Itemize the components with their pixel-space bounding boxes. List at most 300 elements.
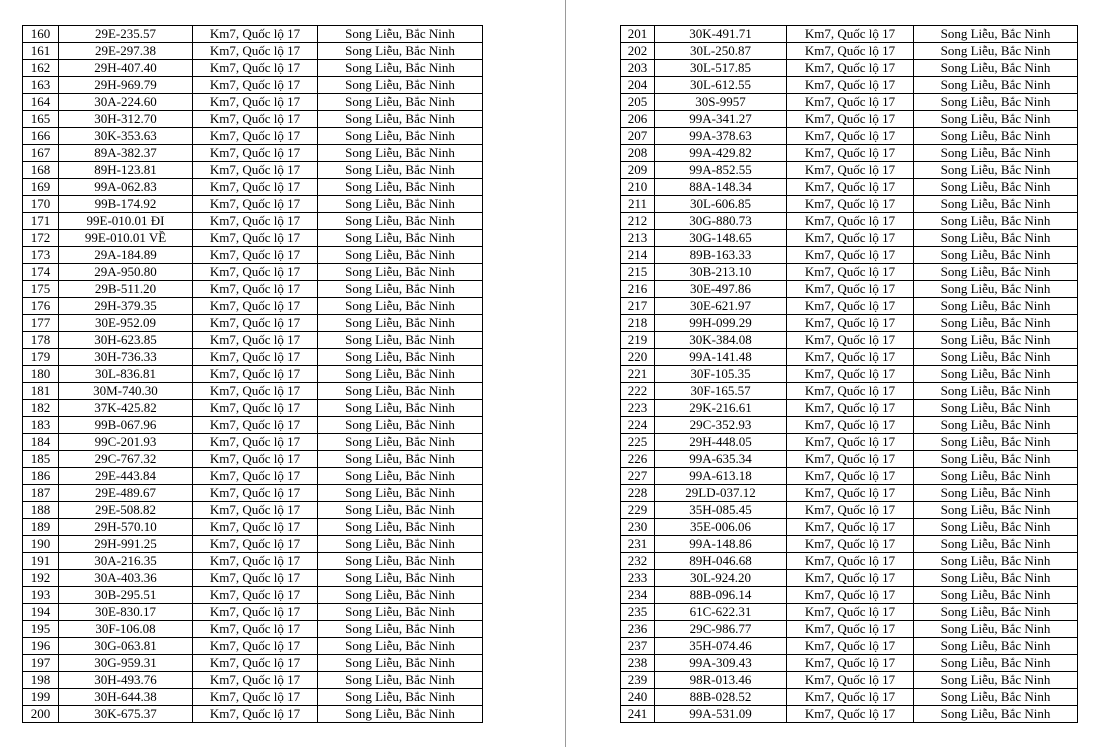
row-number-cell: 163 (23, 77, 59, 94)
right-page-table (620, 25, 1078, 723)
row-number-cell: 220 (621, 349, 655, 366)
row-number-cell: 181 (23, 383, 59, 400)
area-cell: Song Liễu, Bắc Ninh (318, 451, 483, 468)
table-row (621, 179, 1078, 196)
row-number-cell: 215 (621, 264, 655, 281)
row-number-cell: 223 (621, 400, 655, 417)
table-row (621, 655, 1078, 672)
license-plate-cell: 29E-297.38 (59, 43, 193, 60)
table-row (621, 383, 1078, 400)
location-cell: Km7, Quốc lộ 17 (787, 179, 914, 196)
area-cell: Song Liễu, Bắc Ninh (914, 383, 1078, 400)
area-cell: Song Liễu, Bắc Ninh (914, 570, 1078, 587)
license-plate-cell: 29LD-037.12 (655, 485, 787, 502)
area-cell: Song Liễu, Bắc Ninh (318, 485, 483, 502)
license-plate-cell: 99A-635.34 (655, 451, 787, 468)
area-cell: Song Liễu, Bắc Ninh (914, 638, 1078, 655)
location-cell: Km7, Quốc lộ 17 (193, 196, 318, 213)
license-plate-cell: 30A-216.35 (59, 553, 193, 570)
table-row (621, 145, 1078, 162)
table-row (621, 230, 1078, 247)
license-plate-cell: 98R-013.46 (655, 672, 787, 689)
row-number-cell: 203 (621, 60, 655, 77)
row-number-cell: 212 (621, 213, 655, 230)
row-number-cell: 221 (621, 366, 655, 383)
license-plate-cell: 30H-644.38 (59, 689, 193, 706)
location-cell: Km7, Quốc lộ 17 (787, 298, 914, 315)
left-table-body (23, 26, 483, 723)
location-cell: Km7, Quốc lộ 17 (193, 689, 318, 706)
table-row (23, 672, 483, 689)
area-cell: Song Liễu, Bắc Ninh (318, 43, 483, 60)
license-plate-cell: 30H-736.33 (59, 349, 193, 366)
license-plate-cell: 99A-429.82 (655, 145, 787, 162)
area-cell: Song Liễu, Bắc Ninh (318, 77, 483, 94)
row-number-cell: 222 (621, 383, 655, 400)
location-cell: Km7, Quốc lộ 17 (193, 468, 318, 485)
area-cell: Song Liễu, Bắc Ninh (318, 60, 483, 77)
location-cell: Km7, Quốc lộ 17 (193, 332, 318, 349)
location-cell: Km7, Quốc lộ 17 (193, 655, 318, 672)
row-number-cell: 229 (621, 502, 655, 519)
area-cell: Song Liễu, Bắc Ninh (318, 604, 483, 621)
table-row (23, 332, 483, 349)
license-plate-cell: 88A-148.34 (655, 179, 787, 196)
location-cell: Km7, Quốc lộ 17 (787, 213, 914, 230)
license-plate-cell: 30B-295.51 (59, 587, 193, 604)
table-row (23, 468, 483, 485)
area-cell: Song Liễu, Bắc Ninh (318, 689, 483, 706)
license-plate-cell: 30G-959.31 (59, 655, 193, 672)
location-cell: Km7, Quốc lộ 17 (193, 536, 318, 553)
row-number-cell: 194 (23, 604, 59, 621)
area-cell: Song Liễu, Bắc Ninh (914, 400, 1078, 417)
license-plate-cell: 30G-880.73 (655, 213, 787, 230)
location-cell: Km7, Quốc lộ 17 (787, 94, 914, 111)
table-row (23, 111, 483, 128)
table-row (621, 196, 1078, 213)
area-cell: Song Liễu, Bắc Ninh (318, 502, 483, 519)
row-number-cell: 166 (23, 128, 59, 145)
row-number-cell: 169 (23, 179, 59, 196)
location-cell: Km7, Quốc lộ 17 (787, 434, 914, 451)
area-cell: Song Liễu, Bắc Ninh (914, 706, 1078, 723)
location-cell: Km7, Quốc lộ 17 (193, 213, 318, 230)
row-number-cell: 171 (23, 213, 59, 230)
license-plate-cell: 99C-201.93 (59, 434, 193, 451)
table-row (621, 94, 1078, 111)
location-cell: Km7, Quốc lộ 17 (193, 451, 318, 468)
location-cell: Km7, Quốc lộ 17 (787, 570, 914, 587)
location-cell: Km7, Quốc lộ 17 (787, 264, 914, 281)
row-number-cell: 218 (621, 315, 655, 332)
license-plate-cell: 29E-489.67 (59, 485, 193, 502)
license-plate-cell: 99E-010.01 VỀ (59, 230, 193, 247)
location-cell: Km7, Quốc lộ 17 (787, 451, 914, 468)
area-cell: Song Liễu, Bắc Ninh (318, 349, 483, 366)
area-cell: Song Liễu, Bắc Ninh (914, 655, 1078, 672)
row-number-cell: 161 (23, 43, 59, 60)
license-plate-cell: 30L-612.55 (655, 77, 787, 94)
location-cell: Km7, Quốc lộ 17 (787, 519, 914, 536)
table-row (23, 43, 483, 60)
area-cell: Song Liễu, Bắc Ninh (318, 145, 483, 162)
location-cell: Km7, Quốc lộ 17 (193, 111, 318, 128)
area-cell: Song Liễu, Bắc Ninh (318, 281, 483, 298)
table-row (621, 451, 1078, 468)
table-row (23, 366, 483, 383)
license-plate-cell: 99A-613.18 (655, 468, 787, 485)
area-cell: Song Liễu, Bắc Ninh (914, 230, 1078, 247)
location-cell: Km7, Quốc lộ 17 (787, 502, 914, 519)
row-number-cell: 190 (23, 536, 59, 553)
table-row (621, 587, 1078, 604)
location-cell: Km7, Quốc lộ 17 (787, 655, 914, 672)
table-row (23, 77, 483, 94)
location-cell: Km7, Quốc lộ 17 (787, 349, 914, 366)
table-row (621, 111, 1078, 128)
area-cell: Song Liễu, Bắc Ninh (318, 638, 483, 655)
area-cell: Song Liễu, Bắc Ninh (914, 332, 1078, 349)
location-cell: Km7, Quốc lộ 17 (193, 502, 318, 519)
location-cell: Km7, Quốc lộ 17 (787, 247, 914, 264)
right-table-body (621, 26, 1078, 723)
license-plate-cell: 29H-407.40 (59, 60, 193, 77)
license-plate-cell: 30K-353.63 (59, 128, 193, 145)
row-number-cell: 211 (621, 196, 655, 213)
table-row (621, 638, 1078, 655)
license-plate-cell: 29K-216.61 (655, 400, 787, 417)
row-number-cell: 183 (23, 417, 59, 434)
table-row (23, 179, 483, 196)
license-plate-cell: 30K-384.08 (655, 332, 787, 349)
location-cell: Km7, Quốc lộ 17 (193, 434, 318, 451)
location-cell: Km7, Quốc lộ 17 (193, 400, 318, 417)
area-cell: Song Liễu, Bắc Ninh (318, 264, 483, 281)
location-cell: Km7, Quốc lộ 17 (787, 553, 914, 570)
location-cell: Km7, Quốc lộ 17 (193, 638, 318, 655)
location-cell: Km7, Quốc lộ 17 (193, 128, 318, 145)
table-row (23, 621, 483, 638)
license-plate-cell: 99A-852.55 (655, 162, 787, 179)
table-row (23, 587, 483, 604)
area-cell: Song Liễu, Bắc Ninh (318, 672, 483, 689)
area-cell: Song Liễu, Bắc Ninh (914, 672, 1078, 689)
table-row (23, 400, 483, 417)
row-number-cell: 236 (621, 621, 655, 638)
license-plate-cell: 30L-924.20 (655, 570, 787, 587)
location-cell: Km7, Quốc lộ 17 (787, 366, 914, 383)
license-plate-cell: 99A-341.27 (655, 111, 787, 128)
location-cell: Km7, Quốc lộ 17 (193, 145, 318, 162)
table-row (621, 298, 1078, 315)
table-row (23, 519, 483, 536)
location-cell: Km7, Quốc lộ 17 (193, 553, 318, 570)
table-row (23, 417, 483, 434)
license-plate-cell: 29A-950.80 (59, 264, 193, 281)
row-number-cell: 174 (23, 264, 59, 281)
table-row (621, 43, 1078, 60)
area-cell: Song Liễu, Bắc Ninh (318, 570, 483, 587)
row-number-cell: 202 (621, 43, 655, 60)
location-cell: Km7, Quốc lộ 17 (193, 485, 318, 502)
area-cell: Song Liễu, Bắc Ninh (318, 587, 483, 604)
table-row (23, 145, 483, 162)
location-cell: Km7, Quốc lộ 17 (787, 196, 914, 213)
location-cell: Km7, Quốc lộ 17 (193, 366, 318, 383)
row-number-cell: 204 (621, 77, 655, 94)
location-cell: Km7, Quốc lộ 17 (787, 485, 914, 502)
table-row (23, 315, 483, 332)
row-number-cell: 170 (23, 196, 59, 213)
table-row (23, 434, 483, 451)
license-plate-cell: 29C-352.93 (655, 417, 787, 434)
row-number-cell: 184 (23, 434, 59, 451)
row-number-cell: 197 (23, 655, 59, 672)
row-number-cell: 193 (23, 587, 59, 604)
table-row (23, 604, 483, 621)
license-plate-cell: 37K-425.82 (59, 400, 193, 417)
table-row (23, 213, 483, 230)
table-row (23, 655, 483, 672)
license-plate-cell: 30K-675.37 (59, 706, 193, 723)
license-plate-cell: 99A-531.09 (655, 706, 787, 723)
row-number-cell: 177 (23, 315, 59, 332)
table-row (621, 77, 1078, 94)
license-plate-cell: 35H-085.45 (655, 502, 787, 519)
area-cell: Song Liễu, Bắc Ninh (914, 349, 1078, 366)
location-cell: Km7, Quốc lộ 17 (787, 111, 914, 128)
area-cell: Song Liễu, Bắc Ninh (914, 689, 1078, 706)
location-cell: Km7, Quốc lộ 17 (787, 162, 914, 179)
license-plate-cell: 99A-062.83 (59, 179, 193, 196)
location-cell: Km7, Quốc lộ 17 (193, 417, 318, 434)
row-number-cell: 206 (621, 111, 655, 128)
location-cell: Km7, Quốc lộ 17 (193, 26, 318, 43)
row-number-cell: 237 (621, 638, 655, 655)
row-number-cell: 234 (621, 587, 655, 604)
area-cell: Song Liễu, Bắc Ninh (318, 128, 483, 145)
table-row (621, 264, 1078, 281)
area-cell: Song Liễu, Bắc Ninh (318, 94, 483, 111)
row-number-cell: 173 (23, 247, 59, 264)
row-number-cell: 225 (621, 434, 655, 451)
row-number-cell: 233 (621, 570, 655, 587)
location-cell: Km7, Quốc lộ 17 (787, 383, 914, 400)
table-row (621, 570, 1078, 587)
table-row (621, 519, 1078, 536)
location-cell: Km7, Quốc lộ 17 (193, 60, 318, 77)
row-number-cell: 162 (23, 60, 59, 77)
row-number-cell: 232 (621, 553, 655, 570)
area-cell: Song Liễu, Bắc Ninh (318, 111, 483, 128)
row-number-cell: 175 (23, 281, 59, 298)
license-plate-cell: 99A-378.63 (655, 128, 787, 145)
row-number-cell: 192 (23, 570, 59, 587)
page-divider (565, 0, 566, 747)
location-cell: Km7, Quốc lộ 17 (193, 315, 318, 332)
license-plate-cell: 99A-148.86 (655, 536, 787, 553)
location-cell: Km7, Quốc lộ 17 (193, 519, 318, 536)
license-plate-cell: 29B-511.20 (59, 281, 193, 298)
area-cell: Song Liễu, Bắc Ninh (914, 621, 1078, 638)
area-cell: Song Liễu, Bắc Ninh (914, 536, 1078, 553)
license-plate-cell: 99A-141.48 (655, 349, 787, 366)
table-row (621, 247, 1078, 264)
table-row (23, 553, 483, 570)
row-number-cell: 213 (621, 230, 655, 247)
location-cell: Km7, Quốc lộ 17 (193, 179, 318, 196)
license-plate-cell: 30G-063.81 (59, 638, 193, 655)
row-number-cell: 180 (23, 366, 59, 383)
table-row (621, 485, 1078, 502)
table-row (23, 230, 483, 247)
area-cell: Song Liễu, Bắc Ninh (318, 230, 483, 247)
area-cell: Song Liễu, Bắc Ninh (318, 298, 483, 315)
area-cell: Song Liễu, Bắc Ninh (914, 162, 1078, 179)
area-cell: Song Liễu, Bắc Ninh (318, 196, 483, 213)
table-row (23, 689, 483, 706)
row-number-cell: 207 (621, 128, 655, 145)
table-row (23, 60, 483, 77)
license-plate-cell: 30E-952.09 (59, 315, 193, 332)
table-row (23, 26, 483, 43)
location-cell: Km7, Quốc lộ 17 (787, 43, 914, 60)
license-plate-cell: 89H-046.68 (655, 553, 787, 570)
location-cell: Km7, Quốc lộ 17 (787, 60, 914, 77)
row-number-cell: 195 (23, 621, 59, 638)
location-cell: Km7, Quốc lộ 17 (787, 468, 914, 485)
row-number-cell: 187 (23, 485, 59, 502)
license-plate-cell: 89H-123.81 (59, 162, 193, 179)
table-row (621, 604, 1078, 621)
license-plate-cell: 29H-379.35 (59, 298, 193, 315)
location-cell: Km7, Quốc lộ 17 (787, 536, 914, 553)
row-number-cell: 201 (621, 26, 655, 43)
license-plate-cell: 29E-508.82 (59, 502, 193, 519)
table-row (621, 332, 1078, 349)
license-plate-cell: 35E-006.06 (655, 519, 787, 536)
area-cell: Song Liễu, Bắc Ninh (914, 281, 1078, 298)
license-plate-cell: 29H-969.79 (59, 77, 193, 94)
row-number-cell: 160 (23, 26, 59, 43)
area-cell: Song Liễu, Bắc Ninh (318, 366, 483, 383)
row-number-cell: 189 (23, 519, 59, 536)
area-cell: Song Liễu, Bắc Ninh (914, 60, 1078, 77)
row-number-cell: 172 (23, 230, 59, 247)
row-number-cell: 238 (621, 655, 655, 672)
location-cell: Km7, Quốc lộ 17 (193, 77, 318, 94)
license-plate-cell: 30L-606.85 (655, 196, 787, 213)
table-row (621, 213, 1078, 230)
license-plate-cell: 30L-250.87 (655, 43, 787, 60)
area-cell: Song Liễu, Bắc Ninh (914, 128, 1078, 145)
license-plate-cell: 30F-106.08 (59, 621, 193, 638)
row-number-cell: 179 (23, 349, 59, 366)
area-cell: Song Liễu, Bắc Ninh (914, 434, 1078, 451)
table-row (621, 417, 1078, 434)
table-row (621, 26, 1078, 43)
license-plate-cell: 99B-174.92 (59, 196, 193, 213)
table-row (621, 315, 1078, 332)
license-plate-cell: 29A-184.89 (59, 247, 193, 264)
license-plate-cell: 88B-096.14 (655, 587, 787, 604)
table-row (23, 264, 483, 281)
location-cell: Km7, Quốc lộ 17 (193, 247, 318, 264)
license-plate-cell: 99A-309.43 (655, 655, 787, 672)
location-cell: Km7, Quốc lộ 17 (193, 94, 318, 111)
license-plate-cell: 30H-493.76 (59, 672, 193, 689)
table-row (621, 162, 1078, 179)
row-number-cell: 185 (23, 451, 59, 468)
row-number-cell: 209 (621, 162, 655, 179)
row-number-cell: 199 (23, 689, 59, 706)
license-plate-cell: 30L-517.85 (655, 60, 787, 77)
area-cell: Song Liễu, Bắc Ninh (318, 621, 483, 638)
area-cell: Song Liễu, Bắc Ninh (318, 519, 483, 536)
area-cell: Song Liễu, Bắc Ninh (318, 247, 483, 264)
location-cell: Km7, Quốc lộ 17 (787, 672, 914, 689)
area-cell: Song Liễu, Bắc Ninh (318, 434, 483, 451)
location-cell: Km7, Quốc lộ 17 (787, 77, 914, 94)
area-cell: Song Liễu, Bắc Ninh (914, 451, 1078, 468)
location-cell: Km7, Quốc lộ 17 (787, 621, 914, 638)
table-row (621, 672, 1078, 689)
location-cell: Km7, Quốc lộ 17 (193, 587, 318, 604)
row-number-cell: 219 (621, 332, 655, 349)
area-cell: Song Liễu, Bắc Ninh (914, 502, 1078, 519)
area-cell: Song Liễu, Bắc Ninh (318, 383, 483, 400)
area-cell: Song Liễu, Bắc Ninh (914, 298, 1078, 315)
location-cell: Km7, Quốc lộ 17 (193, 43, 318, 60)
area-cell: Song Liễu, Bắc Ninh (914, 77, 1078, 94)
location-cell: Km7, Quốc lộ 17 (787, 26, 914, 43)
license-plate-cell: 30A-224.60 (59, 94, 193, 111)
location-cell: Km7, Quốc lộ 17 (787, 315, 914, 332)
left-page-table (22, 25, 483, 723)
row-number-cell: 227 (621, 468, 655, 485)
table-row (23, 128, 483, 145)
row-number-cell: 241 (621, 706, 655, 723)
location-cell: Km7, Quốc lộ 17 (193, 621, 318, 638)
area-cell: Song Liễu, Bắc Ninh (318, 162, 483, 179)
row-number-cell: 176 (23, 298, 59, 315)
row-number-cell: 164 (23, 94, 59, 111)
table-row (23, 247, 483, 264)
area-cell: Song Liễu, Bắc Ninh (318, 400, 483, 417)
table-row (621, 128, 1078, 145)
row-number-cell: 216 (621, 281, 655, 298)
license-plate-cell: 99H-099.29 (655, 315, 787, 332)
row-number-cell: 228 (621, 485, 655, 502)
location-cell: Km7, Quốc lộ 17 (193, 672, 318, 689)
row-number-cell: 208 (621, 145, 655, 162)
table-row (23, 349, 483, 366)
license-plate-cell: 30S-9957 (655, 94, 787, 111)
license-plate-cell: 29C-986.77 (655, 621, 787, 638)
location-cell: Km7, Quốc lộ 17 (787, 706, 914, 723)
area-cell: Song Liễu, Bắc Ninh (318, 468, 483, 485)
row-number-cell: 231 (621, 536, 655, 553)
row-number-cell: 182 (23, 400, 59, 417)
license-plate-cell: 35H-074.46 (655, 638, 787, 655)
license-plate-cell: 30B-213.10 (655, 264, 787, 281)
row-number-cell: 178 (23, 332, 59, 349)
location-cell: Km7, Quốc lộ 17 (787, 689, 914, 706)
license-plate-cell: 30L-836.81 (59, 366, 193, 383)
license-plate-cell: 29E-443.84 (59, 468, 193, 485)
row-number-cell: 198 (23, 672, 59, 689)
